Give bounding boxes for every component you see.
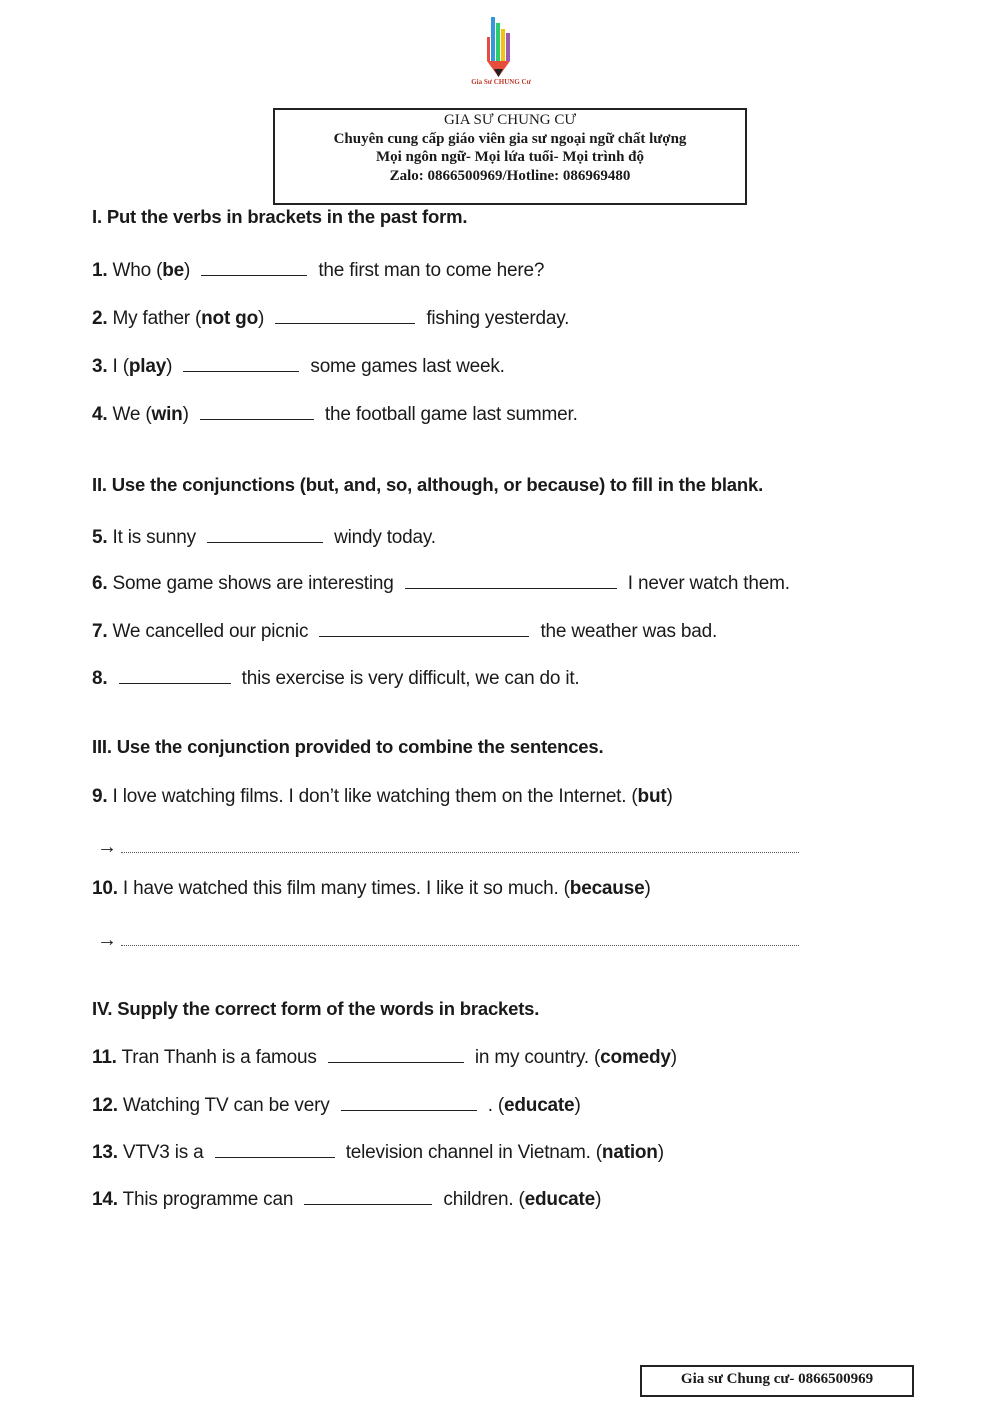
header-line-2: Mọi ngôn ngữ- Mọi lứa tuổi- Mọi trình độ	[375, 149, 644, 165]
question-number: 7.	[92, 621, 108, 642]
question-text: windy today.	[334, 527, 436, 548]
question-text: We cancelled our picnic	[112, 621, 309, 642]
question-hint: but	[637, 786, 667, 807]
question-number: 2.	[92, 308, 108, 329]
question-12	[92, 1094, 581, 1117]
question-number: 10.	[92, 878, 118, 899]
question-number: 11.	[92, 1047, 117, 1068]
question-text: I never watch them.	[627, 573, 790, 594]
question-text: I have watched this film many times. I like it so much. (	[122, 878, 570, 899]
question-6	[92, 572, 790, 595]
question-text: Some game shows are interesting	[112, 573, 394, 594]
answer-blank[interactable]	[207, 526, 323, 543]
question-text: This programme can	[122, 1189, 294, 1210]
question-hint: educate	[524, 1189, 596, 1210]
question-hint: not go	[201, 308, 258, 329]
question-1	[92, 259, 544, 282]
question-4	[92, 403, 578, 426]
footer-box: Gia sư Chung cư- 0866500969	[640, 1365, 914, 1397]
question-text: the weather was bad.	[540, 621, 718, 642]
question-text: )	[574, 1095, 581, 1116]
question-text: )	[670, 1047, 677, 1068]
answer-blank[interactable]	[200, 403, 314, 420]
arrow-icon: →	[97, 929, 117, 951]
question-text: some games last week.	[310, 356, 505, 377]
section-3-title: III. Use the conjunction provided to combine the sentences.	[92, 736, 604, 757]
answer-blank[interactable]	[341, 1094, 477, 1111]
answer-blank[interactable]	[304, 1188, 432, 1205]
question-number: 12.	[92, 1095, 118, 1116]
header-line-3: Zalo: 0866500969/Hotline: 086969480	[389, 167, 631, 184]
question-13	[92, 1141, 664, 1164]
question-number: 4.	[92, 404, 108, 425]
question-2	[92, 307, 569, 330]
question-text: )	[184, 260, 191, 281]
answer-blank[interactable]	[215, 1141, 335, 1158]
question-3	[92, 355, 505, 378]
question-hint: win	[151, 404, 183, 425]
header-line-1: Chuyên cung cấp giáo viên gia sư ngoại ngữ chất lượng	[333, 130, 687, 147]
answer-line-10[interactable]	[97, 929, 807, 952]
question-7	[92, 620, 717, 643]
question-text: )	[182, 404, 189, 425]
question-text: )	[666, 786, 673, 807]
question-number: 3.	[92, 356, 108, 377]
question-hint: nation	[601, 1142, 658, 1163]
dotted-answer-line[interactable]	[121, 933, 799, 946]
question-text: )	[644, 878, 651, 899]
question-text: . (	[487, 1095, 505, 1116]
question-text: Watching TV can be very	[122, 1095, 330, 1116]
header-title: GIA SƯ CHUNG CƯ	[443, 112, 577, 128]
question-text: My father (	[112, 308, 202, 329]
question-text: Tran Thanh is a famous	[121, 1047, 317, 1068]
question-hint: play	[128, 356, 167, 377]
question-text: television channel in Vietnam. (	[345, 1142, 602, 1163]
question-hint: be	[162, 260, 185, 281]
answer-blank[interactable]	[201, 259, 307, 276]
question-text: children. (	[443, 1189, 525, 1210]
question-hint: comedy	[600, 1047, 671, 1068]
section-1-title: I. Put the verbs in brackets in the past form.	[92, 206, 468, 227]
question-text: in my country. (	[474, 1047, 601, 1068]
question-14	[92, 1188, 601, 1211]
question-text: Who (	[112, 260, 163, 281]
answer-line-9[interactable]	[97, 836, 807, 859]
section-2-title: II. Use the conjunctions (but, and, so, although, or because) to fill in the blank.	[92, 474, 764, 495]
question-text: I (	[112, 356, 129, 377]
section-4-title: IV. Supply the correct form of the words in brackets.	[92, 998, 540, 1019]
question-11	[92, 1046, 677, 1069]
question-text: the first man to come here?	[318, 260, 545, 281]
question-hint: because	[569, 878, 645, 899]
header-box	[273, 108, 747, 205]
question-9	[92, 786, 673, 808]
question-hint: educate	[504, 1095, 575, 1116]
answer-blank[interactable]	[119, 667, 231, 684]
answer-blank[interactable]	[405, 572, 617, 589]
question-number: 6.	[92, 573, 108, 594]
answer-blank[interactable]	[319, 620, 529, 637]
question-text: this exercise is very difficult, we can do it.	[241, 668, 580, 689]
logo-caption: Gia Sư CHUNG Cư	[471, 78, 531, 86]
question-text: fishing yesterday.	[426, 308, 570, 329]
question-number: 9.	[92, 786, 108, 807]
arrow-icon: →	[97, 836, 117, 858]
question-number: 14.	[92, 1189, 118, 1210]
question-8	[92, 667, 580, 690]
question-text: VTV3 is a	[122, 1142, 204, 1163]
question-text: )	[258, 308, 265, 329]
question-text: )	[657, 1142, 664, 1163]
question-number: 8.	[92, 668, 108, 689]
answer-blank[interactable]	[275, 307, 415, 324]
question-number: 5.	[92, 527, 108, 548]
question-text: )	[166, 356, 173, 377]
dotted-answer-line[interactable]	[121, 840, 799, 853]
question-number: 1.	[92, 260, 108, 281]
question-text: We (	[112, 404, 152, 425]
question-text: the football game last summer.	[324, 404, 578, 425]
answer-blank[interactable]	[328, 1046, 464, 1063]
question-number: 13.	[92, 1142, 118, 1163]
answer-blank[interactable]	[183, 355, 299, 372]
question-text: I love watching films. I don’t like watching them on the Internet. (	[112, 786, 638, 807]
question-text: )	[595, 1189, 602, 1210]
question-5	[92, 526, 436, 549]
question-10	[92, 878, 651, 900]
question-text: It is sunny	[112, 527, 196, 548]
